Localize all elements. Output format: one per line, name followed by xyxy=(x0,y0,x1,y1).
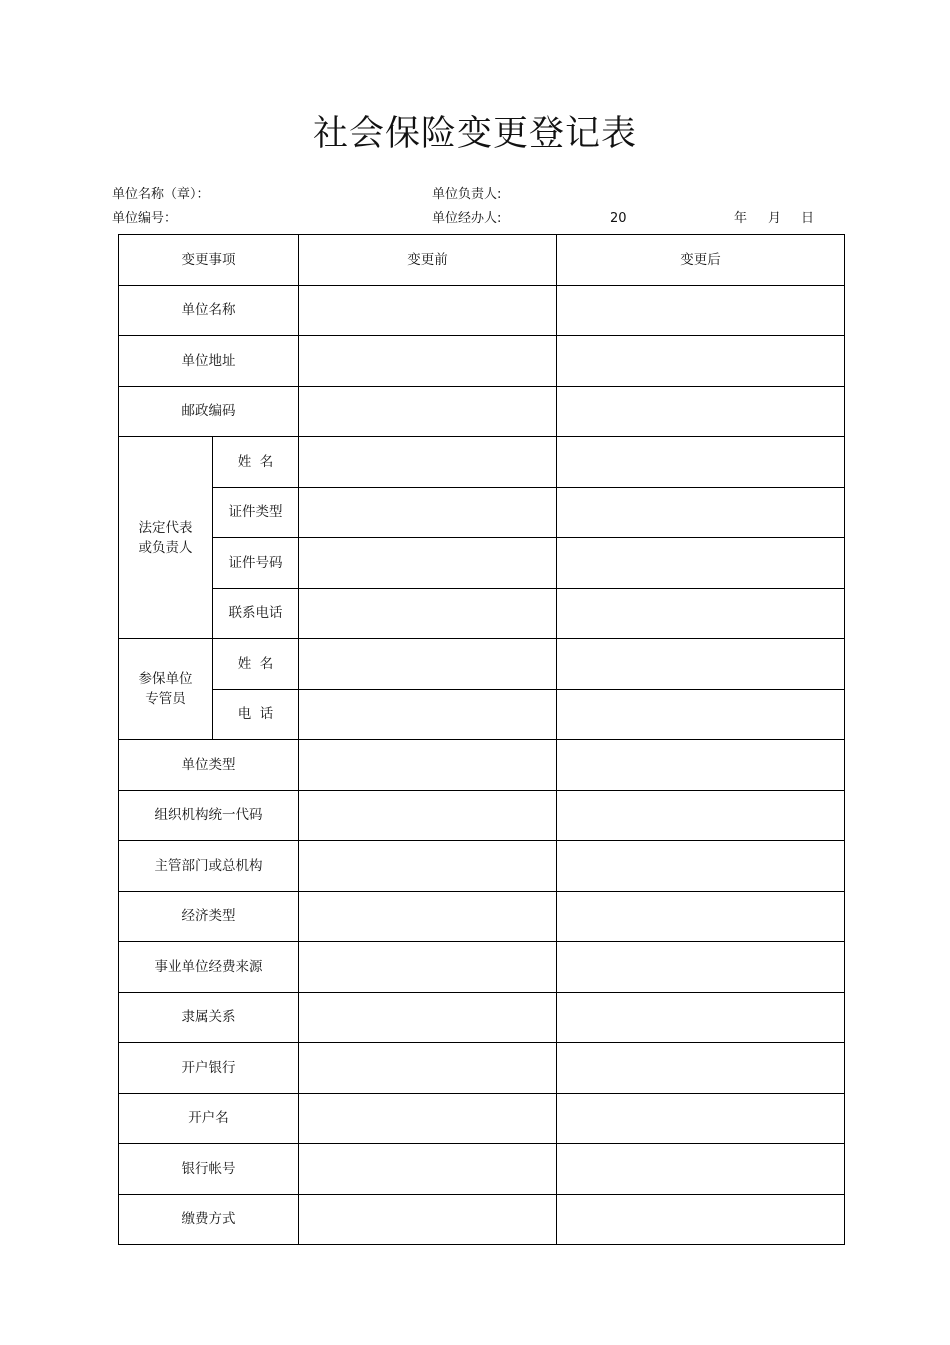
before-cell[interactable] xyxy=(299,336,557,387)
before-cell[interactable] xyxy=(299,437,557,488)
row-label: 隶属关系 xyxy=(119,992,299,1043)
table-row xyxy=(119,437,845,488)
date-year-prefix: 20 xyxy=(610,211,627,226)
table-row xyxy=(119,790,845,841)
legal-rep-group-label xyxy=(119,437,213,639)
after-cell[interactable] xyxy=(557,740,845,791)
unit-leader-label: 单位负责人: xyxy=(432,187,502,202)
date-month-label: 月 xyxy=(768,211,782,226)
col-header-item: 变更事项 xyxy=(119,235,299,286)
before-cell[interactable] xyxy=(299,1194,557,1245)
after-cell[interactable] xyxy=(557,538,845,589)
table-row xyxy=(119,891,845,942)
after-cell[interactable] xyxy=(557,1194,845,1245)
table-row xyxy=(119,942,845,993)
sub-row-label: 电 话 xyxy=(213,689,299,740)
after-cell[interactable] xyxy=(557,336,845,387)
after-cell[interactable] xyxy=(557,992,845,1043)
table-row xyxy=(119,689,845,740)
after-cell[interactable] xyxy=(557,1144,845,1195)
after-cell[interactable] xyxy=(557,1093,845,1144)
row-label: 组织机构统一代码 xyxy=(119,790,299,841)
after-cell[interactable] xyxy=(557,790,845,841)
after-cell[interactable] xyxy=(557,689,845,740)
page-title: 社会保险变更登记表 xyxy=(312,114,637,154)
col-header-after: 变更后 xyxy=(557,235,845,286)
table-row xyxy=(119,992,845,1043)
sub-row-label: 证件类型 xyxy=(213,487,299,538)
table-row xyxy=(119,1043,845,1094)
after-cell[interactable] xyxy=(557,942,845,993)
before-cell[interactable] xyxy=(299,386,557,437)
after-cell[interactable] xyxy=(557,639,845,690)
before-cell[interactable] xyxy=(299,689,557,740)
unit-name-label: 单位名称（章）： xyxy=(112,187,210,202)
row-label: 开户银行 xyxy=(119,1043,299,1094)
legal-rep-group-line1: 法定代表 xyxy=(138,519,193,536)
after-cell[interactable] xyxy=(557,841,845,892)
row-label: 经济类型 xyxy=(119,891,299,942)
row-label: 缴费方式 xyxy=(119,1194,299,1245)
sub-row-label: 姓 名 xyxy=(213,437,299,488)
before-cell[interactable] xyxy=(299,891,557,942)
date-day-label: 日 xyxy=(801,211,815,226)
table-row xyxy=(119,1194,845,1245)
date-year-label: 年 xyxy=(734,211,748,226)
after-cell[interactable] xyxy=(557,588,845,639)
table-row xyxy=(119,487,845,538)
before-cell[interactable] xyxy=(299,1043,557,1094)
table-row xyxy=(119,588,845,639)
table-row xyxy=(119,639,845,690)
row-label: 单位类型 xyxy=(119,740,299,791)
before-cell[interactable] xyxy=(299,942,557,993)
after-cell[interactable] xyxy=(557,487,845,538)
manager-group-line2: 专管员 xyxy=(145,691,186,707)
table-row xyxy=(119,1093,845,1144)
after-cell[interactable] xyxy=(557,285,845,336)
manager-group-line1: 参保单位 xyxy=(138,671,193,687)
sub-row-label: 姓 名 xyxy=(213,639,299,690)
after-cell[interactable] xyxy=(557,386,845,437)
before-cell[interactable] xyxy=(299,790,557,841)
table-row xyxy=(119,285,845,336)
after-cell[interactable] xyxy=(557,891,845,942)
before-cell[interactable] xyxy=(299,639,557,690)
before-cell[interactable] xyxy=(299,285,557,336)
after-cell[interactable] xyxy=(557,437,845,488)
before-cell[interactable] xyxy=(299,538,557,589)
table-row xyxy=(119,740,845,791)
unit-code-label: 单位编号： xyxy=(112,211,178,226)
table-row xyxy=(119,1144,845,1195)
row-label: 邮政编码 xyxy=(119,386,299,437)
before-cell[interactable] xyxy=(299,740,557,791)
after-cell[interactable] xyxy=(557,1043,845,1094)
row-label: 单位名称 xyxy=(119,285,299,336)
table-row xyxy=(119,386,845,437)
unit-handler-label: 单位经办人: xyxy=(432,211,502,226)
row-label: 开户名 xyxy=(119,1093,299,1144)
row-label: 事业单位经费来源 xyxy=(119,942,299,993)
row-label: 银行帐号 xyxy=(119,1144,299,1195)
col-header-before: 变更前 xyxy=(299,235,557,286)
table-row xyxy=(119,336,845,387)
legal-rep-group-line2: 或负责人 xyxy=(138,539,193,556)
table-row xyxy=(119,538,845,589)
before-cell[interactable] xyxy=(299,487,557,538)
before-cell[interactable] xyxy=(299,841,557,892)
before-cell[interactable] xyxy=(299,992,557,1043)
table-row xyxy=(119,841,845,892)
row-label: 单位地址 xyxy=(119,336,299,387)
before-cell[interactable] xyxy=(299,1093,557,1144)
before-cell[interactable] xyxy=(299,588,557,639)
manager-group-label xyxy=(119,639,213,740)
sub-row-label: 联系电话 xyxy=(213,588,299,639)
sub-row-label: 证件号码 xyxy=(213,538,299,589)
change-registration-table xyxy=(118,234,845,1245)
row-label: 主管部门或总机构 xyxy=(119,841,299,892)
table-header-row xyxy=(119,235,845,286)
before-cell[interactable] xyxy=(299,1144,557,1195)
